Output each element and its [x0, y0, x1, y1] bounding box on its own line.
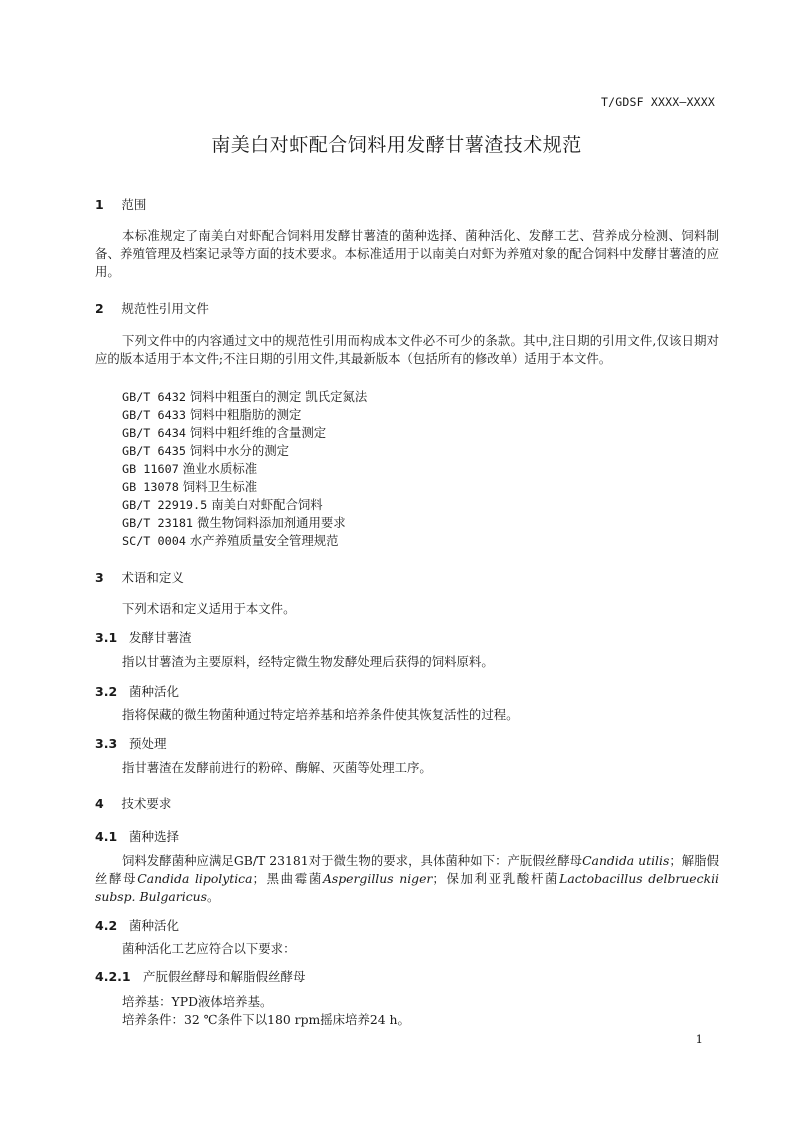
- culture-medium: 培养基：YPD液体培养基。: [122, 994, 273, 1009]
- reference-item: GB/T 6434 饲料中粗纤维的含量测定: [122, 425, 327, 440]
- section-title: 规范性引用文件: [121, 301, 209, 316]
- section-number: 4: [95, 796, 104, 811]
- section-2-heading: [95, 299, 209, 317]
- species-name: Aspergillus niger: [322, 871, 433, 886]
- section-title: 范围: [121, 197, 147, 212]
- activation-intro: 菌种活化工艺应符合以下要求：: [122, 941, 296, 956]
- term-definition: 指以甘薯渣为主要原料，经特定微生物发酵处理后获得的饲料原料。: [122, 654, 494, 669]
- species-name: Lactobacillus delbrueckii subsp. Bulgaricus: [95, 871, 720, 904]
- section-number: 2: [95, 301, 104, 316]
- subsection-4-2-heading: 4.2 菌种活化: [95, 918, 180, 933]
- term-3-1-heading: 3.1 发酵甘薯渣: [95, 630, 192, 645]
- terms-intro: 下列术语和定义适用于本文件。: [122, 601, 296, 616]
- normative-references-paragraph: 下列文件中的内容通过文中的规范性引用而构成本文件必不可少的条款。其中,注日期的引用文件,仅该日期对应的版本适用于本文件;不注日期的引用文件,其最新版本（包括所有的修改单）适用于本文件。: [95, 333, 719, 366]
- section-1-heading: [95, 195, 146, 213]
- scope-paragraph: 本标准规定了南美白对虾配合饲料用发酵甘薯渣的菌种选择、菌种活化、发酵工艺、营养成分检测、饲料制备、养殖管理及档案记录等方面的技术要求。本标准适用于以南美白对虾为养殖对象的配合饲料中发酵甘薯渣的应用。: [95, 228, 719, 279]
- species-name: Candida lipolytica: [137, 871, 253, 886]
- reference-item: GB/T 6432 饲料中粗蛋白的测定 凯氏定氮法: [122, 389, 368, 404]
- reference-item: GB/T 6435 饲料中水分的测定: [122, 443, 289, 458]
- page-number: 1: [695, 1032, 703, 1046]
- reference-item: GB/T 23181 微生物饲料添加剂通用要求: [122, 515, 346, 530]
- reference-item: GB/T 22919.5 南美白对虾配合饲料: [122, 497, 323, 512]
- culture-condition: 培养条件：32 ℃条件下以180 rpm摇床培养24 h。: [122, 1012, 410, 1027]
- section-4-heading: [95, 794, 171, 812]
- species-name: Candida utilis: [582, 853, 670, 868]
- document-title: 南美白对虾配合饲料用发酵甘薯渣技术规范: [211, 134, 582, 156]
- section-3-heading: [95, 568, 184, 586]
- section-number: 1: [95, 197, 104, 212]
- section-title: 术语和定义: [121, 570, 184, 585]
- term-definition: 指将保藏的微生物菌种通过特定培养基和培养条件使其恢复活性的过程。: [122, 707, 519, 722]
- term-3-3-heading: 3.3 预处理: [95, 736, 167, 751]
- term-3-2-heading: 3.2 菌种活化: [95, 684, 180, 699]
- subsection-4-1-heading: 4.1 菌种选择: [95, 829, 180, 844]
- term-definition: 指甘薯渣在发酵前进行的粉碎、酶解、灭菌等处理工序。: [122, 760, 432, 775]
- reference-item: GB/T 6433 饲料中粗脂肪的测定: [122, 407, 302, 422]
- reference-item: GB 11607 渔业水质标准: [122, 461, 258, 476]
- section-number: 3: [95, 570, 104, 585]
- reference-item: GB 13078 饲料卫生标准: [122, 479, 258, 494]
- section-title: 技术要求: [121, 796, 172, 811]
- document-code: T/GDSF XXXX—XXXX: [601, 95, 715, 109]
- reference-item: SC/T 0004 水产养殖质量安全管理规范: [122, 533, 339, 548]
- strain-selection-paragraph: 饲料发酵菌种应满足GB/T 23181对于微生物的要求，具体菌种如下：产朊假丝酵母Candida utilis；解脂假丝酵母Candida lipolytica；黑曲霉菌Aspergillus niger；保加利亚乳酸杆菌Lactobacillus delbrueckii subsp. Bulgaricus。: [95, 853, 720, 904]
- subsection-4-2-1-heading: 4.2.1 产朊假丝酵母和解脂假丝酵母: [95, 969, 306, 984]
